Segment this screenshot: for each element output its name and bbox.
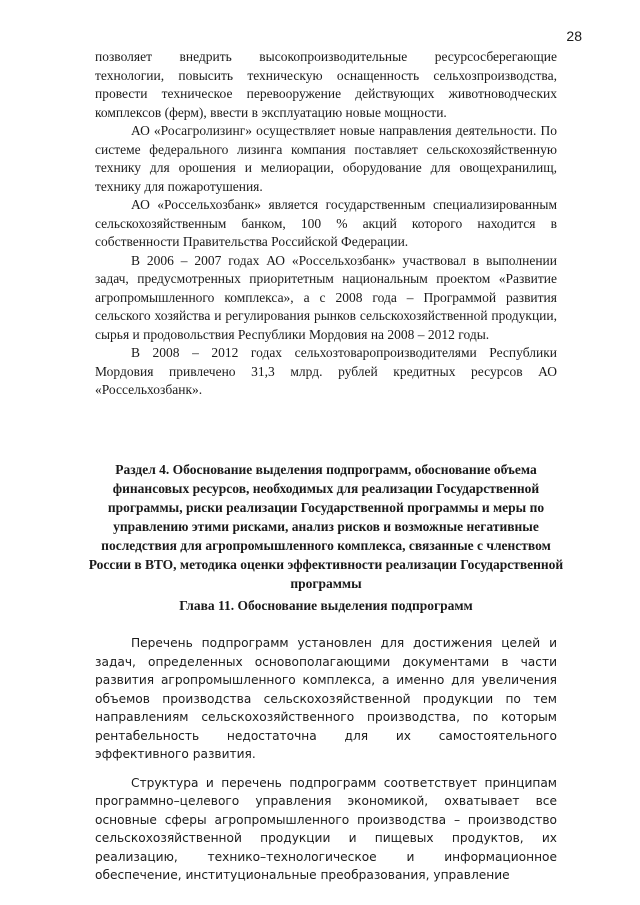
paragraph-continuation: позволяет внедрить высокопроизводительные ресурсосберегающие технологии, повысить техническую оснащенность сельхозпроизводства, провести техническое перевооружение действующих животноводческих комплексов (ферм), ввести в эксплуатацию новые мощности. [95,49,557,120]
paragraph-2006-2007: В 2006 – 2007 годах АО «Россельхозбанк» участвовал в выполнении задач, предусмотренных приоритетным национальным проектом «Развитие агропромышленного комплекса», а с 2008 года – Программой развития сельского хозяйства и регулирования рынков сельскохозяйственной продукции, сырья и продовольствия Республики Мордовия на 2008 – 2012 годы. [95,252,557,342]
body-text-bottom [95,634,557,885]
page-number: 28 [566,28,582,44]
paragraph-rosselkhozbank: АО «Россельхозбанк» является государственным специализированным сельскохозяйственным банком, 100 % акций которого находится в собственности Правительства Российской Федерации. [95,197,557,249]
paragraph-subprogram-structure: Структура и перечень подпрограмм соответствует принципам программно–целевого управления экономикой, охватывает все основные сферы агропромышленного производства – производство сельскохозяйственной продукции и пищевых продуктов, их реализацию, технико–технологическое и информационное обеспечение, институциональные преобразования, управление [95,775,557,882]
paragraph-subprogram-list: Перечень подпрограмм установлен для достижения целей и задач, определенных основополагающими документами в части развития агропромышленного комплекса, а именно для увеличения объемов производства сельскохозяйственной продукции по тем направлениям сельскохозяйственного производства, по которым рентабельность недостаточна для их самостоятельного эффективного развития. [95,636,557,761]
paragraph-rosagroleasing: АО «Росагролизинг» осуществляет новые направления деятельности. По системе федерального лизинга компания поставляет сельскохозяйственную технику для орошения и мелиорации, оборудование для овощехранилищ, технику для пожаротушения. [95,123,557,194]
chapter-heading: Глава 11. Обоснование выделения подпрограмм [179,598,473,613]
paragraph-2008-2012: В 2008 – 2012 годах сельхозтоваропроизводителями Республики Мордовия привлечено 31,3 млрд. рублей кредитных ресурсов АО «Россельхозбанк». [95,345,557,397]
body-text-top [95,48,557,400]
section-heading: Раздел 4. Обоснование выделения подпрограмм, обоснование объема финансовых ресурсов, необходимых для реализации Государственной программы, риски реализации Государственной программы и меры по управлению этими рисками, анализ рисков и возможные негативные последствия для агропромышленного комплекса, связанные с членством России в ВТО, методика оценки эффективности реализации Государственной программы [88,462,564,591]
